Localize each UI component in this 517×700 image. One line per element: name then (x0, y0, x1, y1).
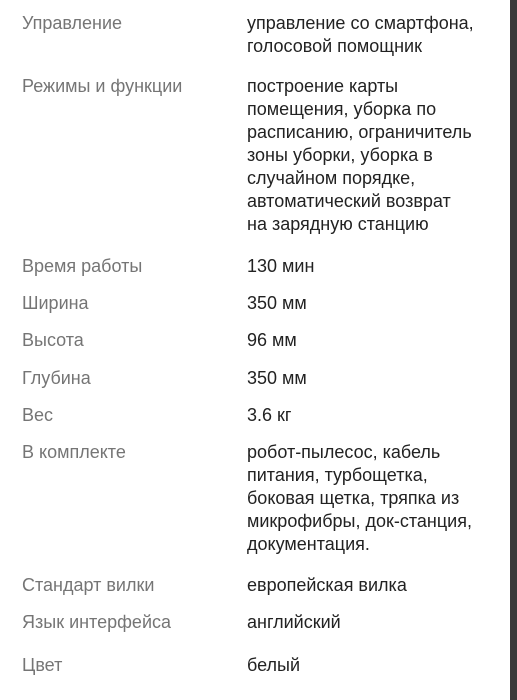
spec-value: 96 мм (247, 330, 297, 350)
spec-value: 3.6 кг (247, 405, 292, 425)
spec-value: белый (247, 655, 301, 675)
spec-value: управление со смартфона, голосовой помощник (247, 13, 474, 56)
spec-label: Высота (22, 330, 84, 350)
spec-label: Цвет (22, 655, 63, 675)
spec-label: Режимы и функции (22, 76, 183, 96)
spec-label: Ширина (22, 293, 89, 313)
spec-value: 350 мм (247, 368, 307, 388)
spec-value: построение карты помещения, уборка по расписанию, ограничитель зоны уборки, уборка в случайном порядке, автоматический возврат на зарядную станцию (247, 76, 472, 234)
spec-label: Вес (22, 405, 54, 425)
spec-label: Управление (22, 13, 123, 33)
spec-value: английский (247, 612, 341, 632)
spec-label: В комплекте (22, 442, 126, 462)
spec-label: Стандарт вилки (22, 575, 155, 595)
spec-value: робот-пылесос, кабель питания, турбощетка, боковая щетка, тряпка из микрофибры, док-станция, документация. (247, 442, 472, 554)
spec-value: 350 мм (247, 293, 307, 313)
spec-value: 130 мин (247, 256, 315, 276)
window-edge (510, 0, 517, 700)
spec-label: Время работы (22, 256, 143, 276)
spec-value: европейская вилка (247, 575, 407, 595)
spec-label: Язык интерфейса (22, 612, 172, 632)
spec-label: Глубина (22, 368, 91, 388)
